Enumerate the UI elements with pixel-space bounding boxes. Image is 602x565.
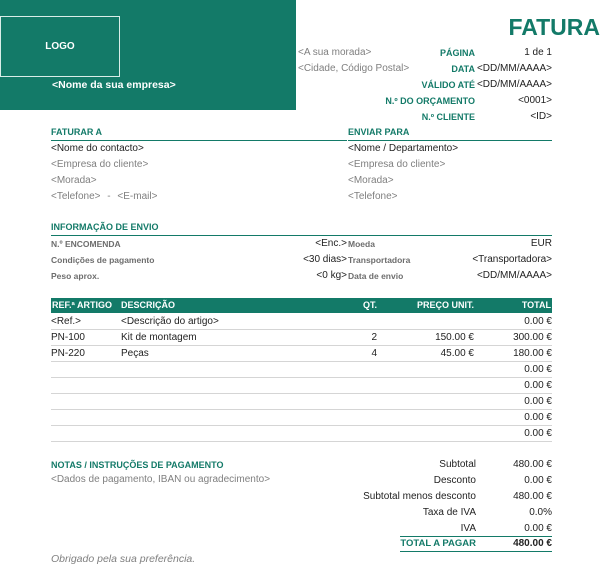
bill-to-email: <E-mail>: [117, 191, 158, 202]
ship-to-heading: ENVIAR PARA: [348, 127, 410, 137]
table-row: [51, 346, 552, 362]
item-total: 180.00 €: [513, 348, 552, 359]
bill-to-heading: FATURAR A: [51, 127, 102, 137]
table-row: [51, 314, 552, 330]
item-ref: PN-100: [51, 332, 85, 343]
shipping-heading: INFORMAÇÃO DE ENVIO: [51, 222, 159, 232]
meta-label-client: N.º CLIENTE: [421, 112, 475, 122]
meta-value-quote: <0001>: [518, 95, 552, 106]
item-total: 300.00 €: [513, 332, 552, 343]
item-total: 0.00 €: [524, 428, 552, 439]
totals-label-subtotal-less-discount: Subtotal menos desconto: [363, 491, 476, 502]
totals-value-tax: 0.00 €: [524, 523, 552, 534]
grand-total-bottom-rule: [400, 551, 552, 552]
shipping-order-value: <Enc.>: [315, 238, 347, 249]
company-city: <Cidade, Código Postal>: [298, 63, 410, 74]
shipping-date-label: Data de envio: [348, 271, 404, 281]
shipping-currency-label: Moeda: [348, 239, 375, 249]
totals-label-discount: Desconto: [433, 475, 476, 486]
shipping-carrier-value: <Transportadora>: [472, 254, 552, 265]
item-total: 0.00 €: [524, 316, 552, 327]
invoice-title: FATURA: [508, 14, 600, 40]
bill-to-phone: <Telefone>: [51, 191, 101, 202]
table-row: [51, 410, 552, 426]
totals-value-discount: 0.00 €: [524, 475, 552, 486]
item-desc: Peças: [121, 348, 149, 359]
header-banner: [0, 0, 296, 110]
shipping-terms-label: Condições de pagamento: [51, 255, 155, 265]
logo-placeholder[interactable]: LOGO: [0, 16, 120, 77]
item-qty: 2: [371, 332, 377, 343]
notes-text: <Dados de pagamento, IBAN ou agradecimento>: [51, 474, 271, 485]
table-row: [51, 426, 552, 442]
totals-value-subtotal: 480.00 €: [513, 459, 552, 470]
meta-value-valid: <DD/MM/AAAA>: [476, 79, 552, 90]
bill-to-address: <Morada>: [51, 175, 97, 186]
ship-to-name: <Nome / Departamento>: [348, 143, 459, 154]
item-total: 0.00 €: [524, 396, 552, 407]
ship-to-divider: [348, 140, 552, 141]
item-total: 0.00 €: [524, 380, 552, 391]
grand-total-top-rule: [400, 536, 552, 537]
totals-value-tax-rate: 0.0%: [529, 507, 552, 518]
item-price: 45.00 €: [440, 348, 474, 359]
table-row: [51, 362, 552, 378]
totals-value-subtotal-less-discount: 480.00 €: [513, 491, 552, 502]
bill-to-contact: <Nome do contacto>: [51, 143, 144, 154]
totals-label-tax: IVA: [460, 523, 476, 534]
meta-value-page: 1 de 1: [524, 47, 552, 58]
meta-value-client: <ID>: [530, 111, 552, 122]
item-desc: <Descrição do artigo>: [121, 316, 219, 327]
grand-total-label: TOTAL A PAGAR: [400, 538, 476, 549]
items-header-price: PREÇO UNIT.: [416, 300, 474, 310]
item-ref: <Ref.>: [51, 316, 82, 327]
ship-to-company: <Empresa do cliente>: [348, 159, 446, 170]
items-table-header: [51, 298, 552, 313]
shipping-weight-label: Peso aprox.: [51, 271, 100, 281]
meta-value-date: <DD/MM/AAAA>: [476, 63, 552, 74]
footer-thanks: Obrigado pela sua preferência.: [51, 553, 196, 565]
table-row: [51, 330, 552, 346]
item-desc: Kit de montagem: [121, 332, 197, 343]
item-qty: 4: [371, 348, 377, 359]
item-price: 150.00 €: [435, 332, 474, 343]
bill-to-separator: -: [107, 191, 111, 202]
shipping-weight-value: <0 kg>: [316, 270, 347, 281]
company-address: <A sua morada>: [298, 47, 372, 58]
item-total: 0.00 €: [524, 364, 552, 375]
bill-to-company: <Empresa do cliente>: [51, 159, 149, 170]
notes-heading: NOTAS / INSTRUÇÕES DE PAGAMENTO: [51, 460, 224, 470]
table-row: [51, 394, 552, 410]
meta-label-date: DATA: [451, 64, 475, 74]
shipping-date-value: <DD/MM/AAAA>: [476, 270, 552, 281]
totals-label-tax-rate: Taxa de IVA: [422, 507, 476, 518]
items-header-qty: QT.: [362, 300, 377, 310]
shipping-divider: [51, 235, 552, 236]
shipping-order-label: N.º ENCOMENDA: [51, 239, 121, 249]
items-header-desc: DESCRIÇÃO: [121, 300, 176, 310]
shipping-carrier-label: Transportadora: [348, 255, 411, 265]
items-header-ref: REF.ª ARTIGO: [52, 300, 112, 310]
items-header-total: TOTAL: [521, 300, 551, 310]
meta-label-quote: N.º DO ORÇAMENTO: [385, 96, 475, 106]
bill-to-divider: [51, 140, 347, 141]
item-ref: PN-220: [51, 348, 85, 359]
shipping-terms-value: <30 dias>: [303, 254, 347, 265]
meta-label-valid: VÁLIDO ATÉ: [421, 80, 475, 90]
ship-to-address: <Morada>: [348, 175, 394, 186]
totals-label-subtotal: Subtotal: [439, 459, 476, 470]
meta-label-page: PÁGINA: [439, 48, 475, 58]
grand-total-value: 480.00 €: [513, 538, 552, 549]
table-row: [51, 378, 552, 394]
shipping-currency-value: EUR: [530, 238, 552, 249]
company-name: <Nome da sua empresa>: [52, 79, 176, 91]
ship-to-phone: <Telefone>: [348, 191, 398, 202]
bill-to-contact-line: [51, 191, 157, 202]
item-total: 0.00 €: [524, 412, 552, 423]
